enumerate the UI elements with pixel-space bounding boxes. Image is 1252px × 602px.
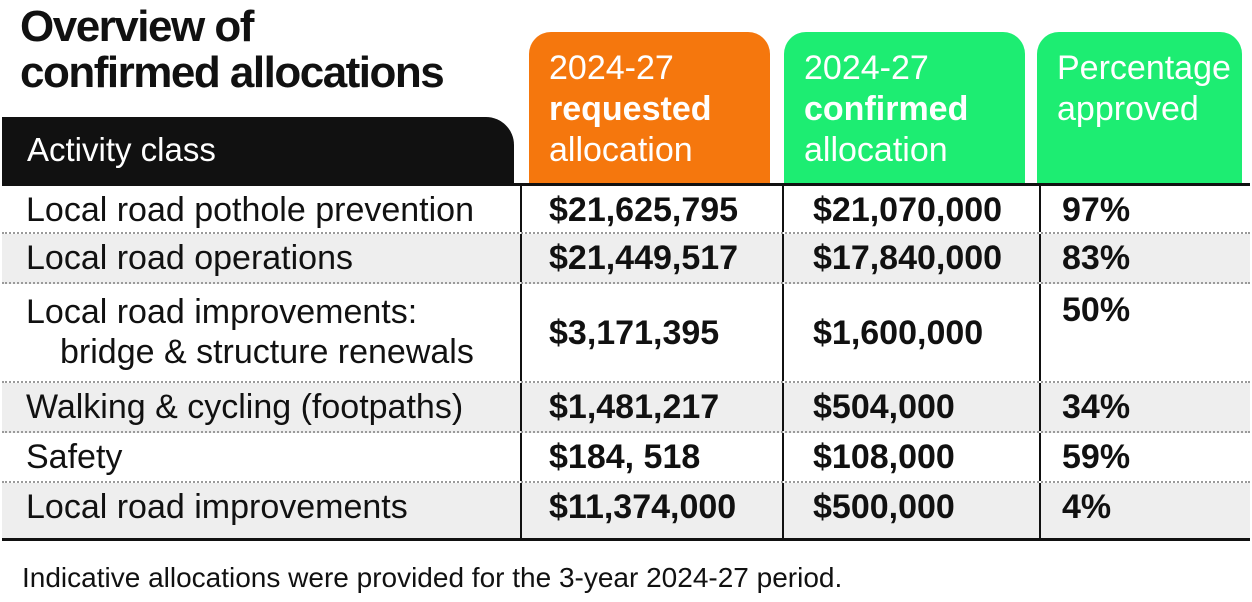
percent-cell: 59% bbox=[1039, 433, 1250, 481]
requested-cell: $184, 518 bbox=[520, 433, 782, 481]
confirmed-header-line-1: 2024-27 bbox=[804, 49, 929, 87]
activity-cell: Local road pothole prevention bbox=[26, 191, 474, 229]
page-title bbox=[20, 4, 520, 96]
activity-cell: Walking & cycling (footpaths) bbox=[26, 388, 464, 426]
confirmed-allocation-header bbox=[784, 32, 1025, 183]
table-row bbox=[2, 383, 1250, 433]
requested-header-line-1: 2024-27 bbox=[549, 49, 674, 87]
percentage-header-line-1: Percentage bbox=[1057, 49, 1231, 87]
percent-cell: 50% bbox=[1039, 284, 1250, 381]
requested-cell: $11,374,000 bbox=[520, 483, 782, 538]
confirmed-header-line-2: confirmed bbox=[804, 90, 969, 128]
confirmed-cell: $500,000 bbox=[782, 483, 1039, 538]
table-row bbox=[2, 284, 1250, 383]
percent-cell: 4% bbox=[1039, 483, 1250, 538]
table-row bbox=[2, 433, 1250, 483]
percentage-approved-header bbox=[1037, 32, 1242, 183]
activity-cell: Safety bbox=[26, 438, 123, 476]
activity-class-header: Activity class bbox=[2, 117, 514, 183]
title-line-1: Overview of bbox=[20, 2, 253, 51]
confirmed-cell: $21,070,000 bbox=[782, 186, 1039, 232]
requested-cell: $21,449,517 bbox=[520, 234, 782, 282]
footnote: Indicative allocations were provided for the 3-year 2024-27 period. bbox=[22, 562, 843, 593]
allocations-table bbox=[2, 186, 1250, 538]
percent-cell: 83% bbox=[1039, 234, 1250, 282]
requested-allocation-header bbox=[529, 32, 770, 183]
requested-cell: $1,481,217 bbox=[520, 383, 782, 431]
percent-cell: 34% bbox=[1039, 383, 1250, 431]
table-row bbox=[2, 483, 1250, 538]
confirmed-header-line-3: allocation bbox=[804, 131, 948, 169]
activity-line-2: bridge & structure renewals bbox=[60, 333, 474, 371]
confirmed-cell: $17,840,000 bbox=[782, 234, 1039, 282]
activity-cell bbox=[2, 284, 520, 381]
requested-cell: $3,171,395 bbox=[520, 284, 782, 381]
confirmed-cell: $1,600,000 bbox=[782, 284, 1039, 381]
title-line-2: confirmed allocations bbox=[20, 48, 444, 97]
confirmed-cell: $504,000 bbox=[782, 383, 1039, 431]
confirmed-cell: $108,000 bbox=[782, 433, 1039, 481]
percentage-header-line-2: approved bbox=[1057, 90, 1199, 128]
activity-cell: Local road operations bbox=[26, 239, 354, 277]
table-bottom-rule bbox=[2, 538, 1250, 541]
table-row bbox=[2, 186, 1250, 234]
requested-header-line-2: requested bbox=[549, 90, 712, 128]
percent-cell: 97% bbox=[1039, 186, 1250, 232]
activity-cell: Local road improvements bbox=[26, 488, 408, 526]
table-row bbox=[2, 234, 1250, 284]
requested-header-line-3: allocation bbox=[549, 131, 693, 169]
activity-line-1: Local road improvements: bbox=[26, 293, 418, 331]
requested-cell: $21,625,795 bbox=[520, 186, 782, 232]
